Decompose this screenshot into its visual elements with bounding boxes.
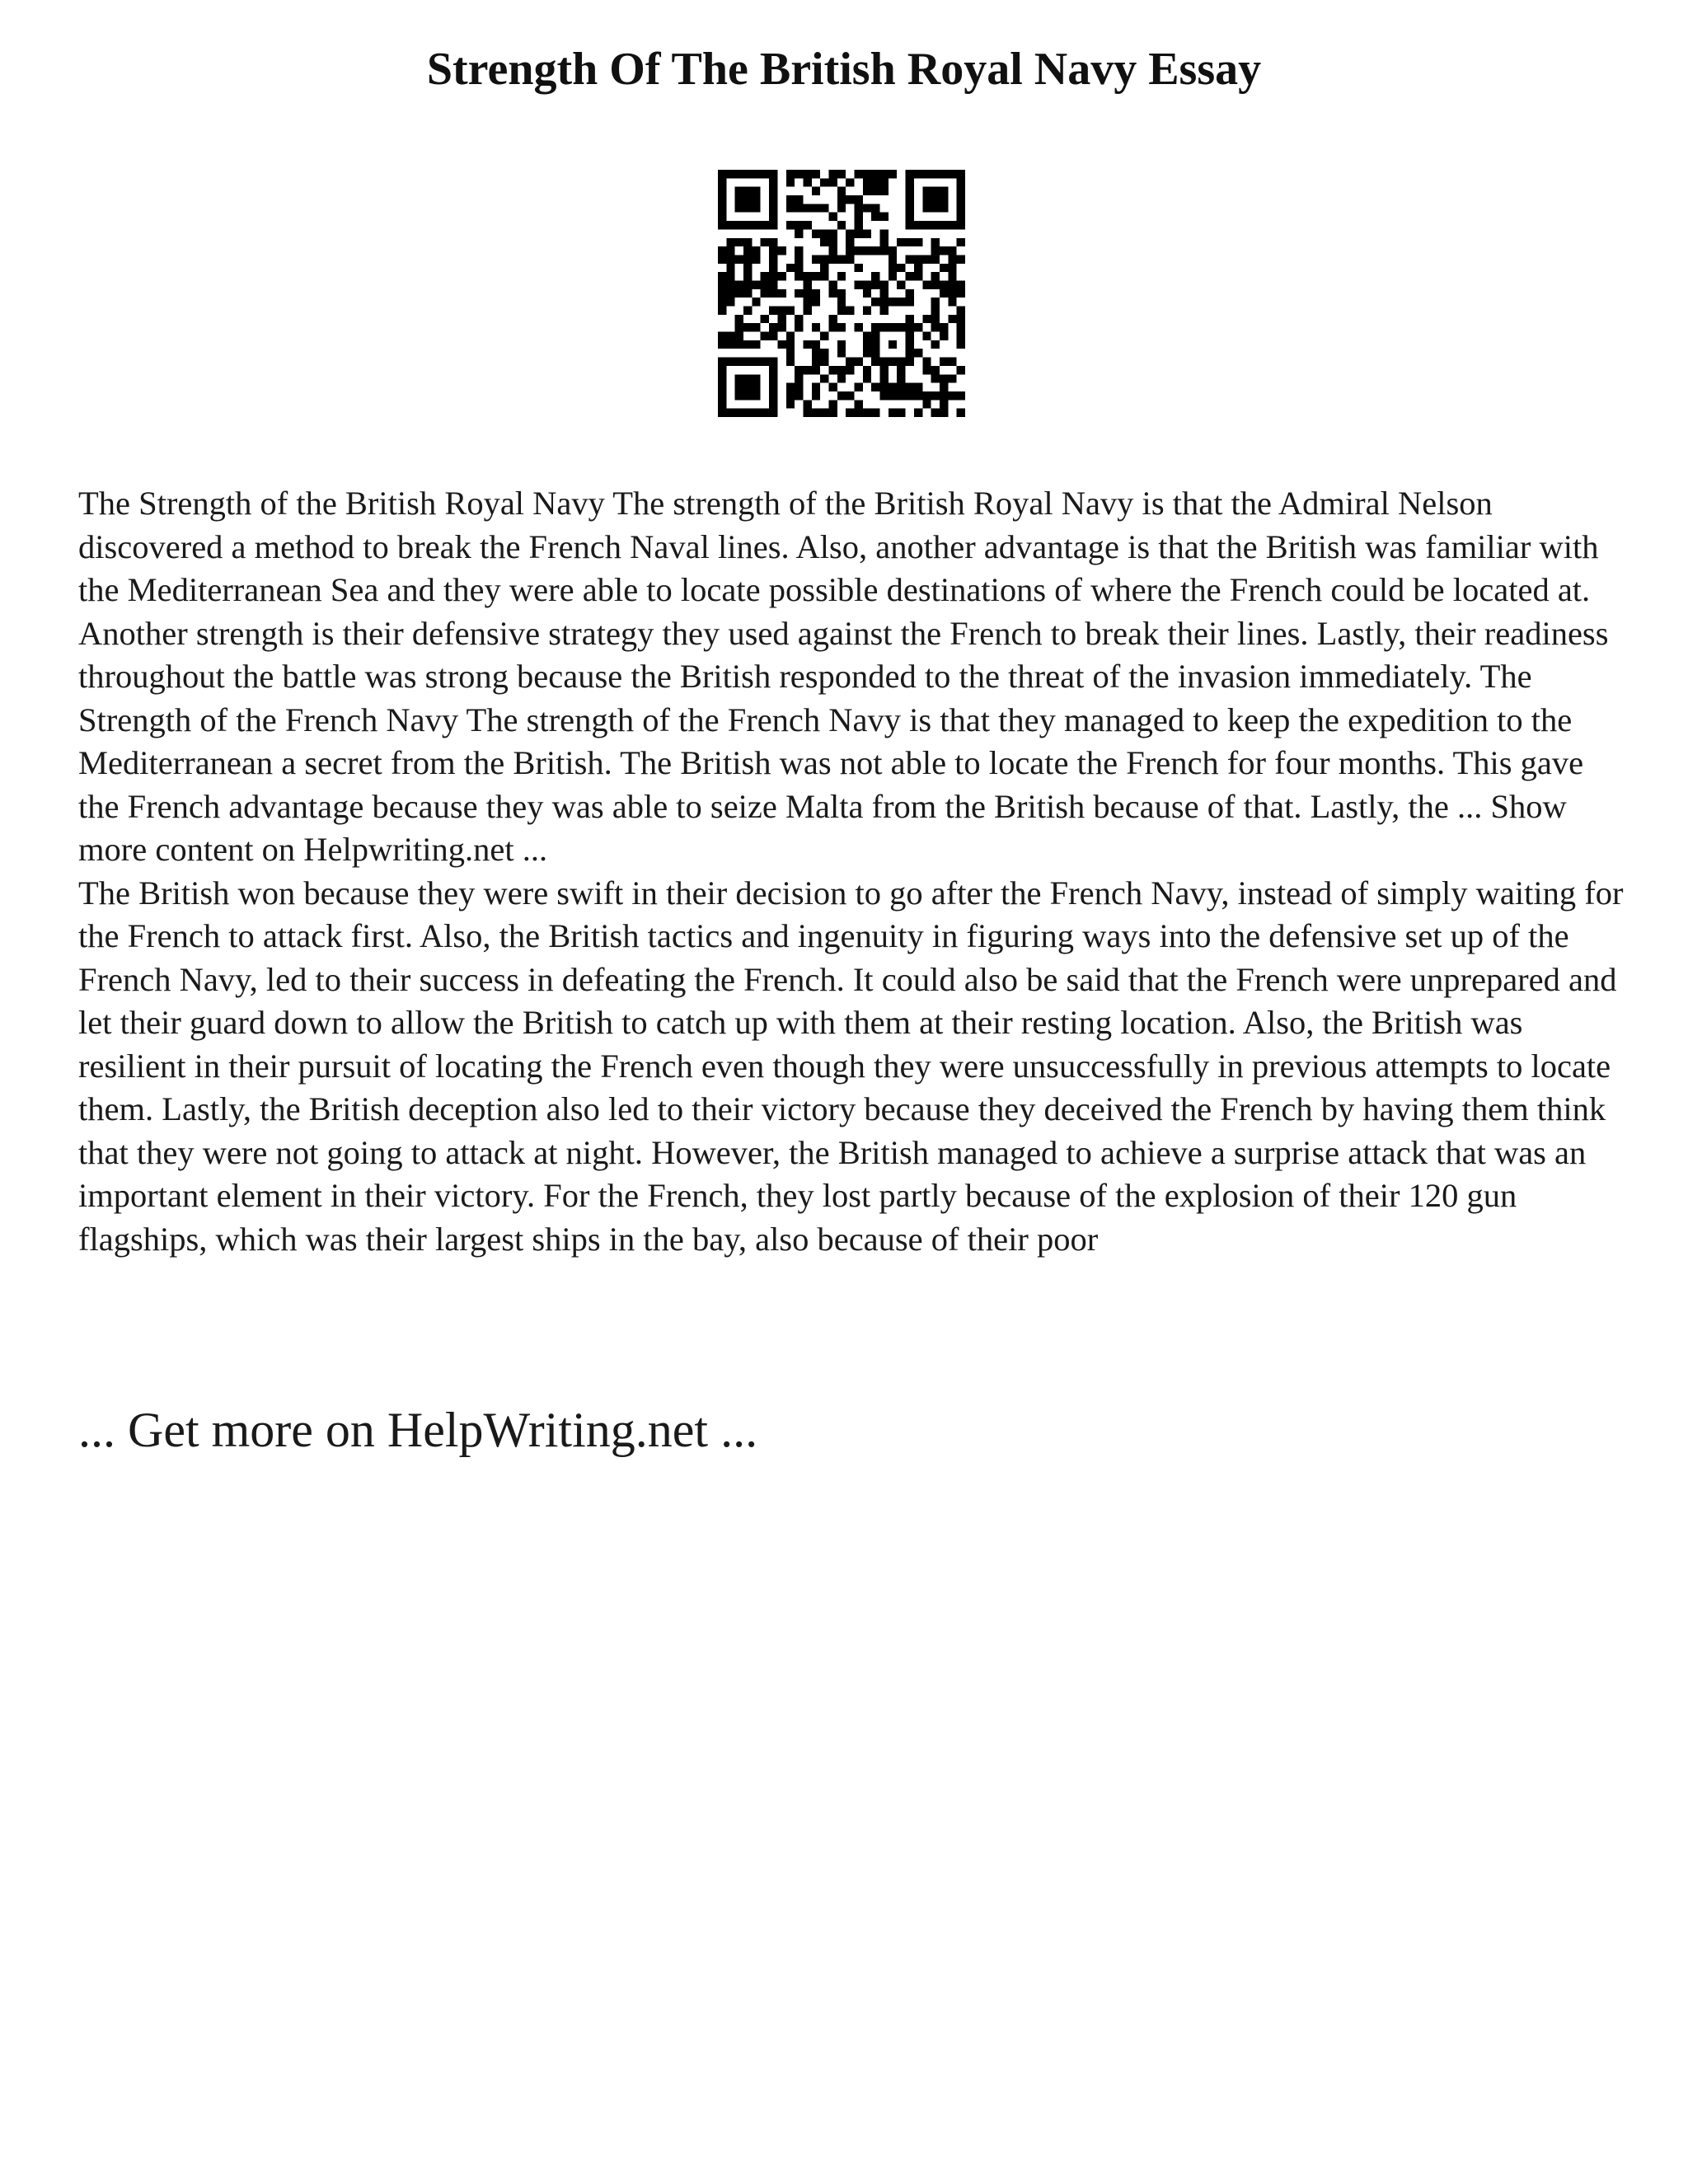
essay-body (78, 482, 1628, 1261)
get-more-link[interactable]: ... Get more on HelpWriting.net ... (78, 1403, 758, 1457)
page-title: Strength Of The British Royal Navy Essay (426, 44, 1262, 95)
essay-paragraph-1: The Strength of the British Royal Navy The strength of the British Royal Navy is that the Admiral Nelson discovered a method to break the French Naval lines. Also, another advantage is that the British was familiar with the Mediterranean Sea and they were able to locate possible destinations of where the French could be located at. Another strength is their defensive strategy they used against the French to break their lines. Lastly, their readiness throughout the battle was strong because the British responded to the threat of the invasion immediately. The Strength of the French Navy The strength of the French Navy is that they managed to keep the expedition to the Mediterranean a secret from the British. The British was not able to locate the French for four months. This gave the French advantage because they was able to seize Malta from the British because of that. Lastly, the ... Show more content on Helpwriting.net ... (78, 485, 1609, 868)
qr-code-icon (718, 170, 965, 417)
essay-paragraph-2: The British won because they were swift in their decision to go after the French Navy, instead of simply waiting for the French to attack first. Also, the British tactics and ingenuity in figuring ways into the defensive set up of the French Navy, led to their success in defeating the French. It could also be said that the French were unprepared and let their guard down to allow the British to catch up with them at their resting location. Also, the British was resilient in their pursuit of locating the French even though they were unsuccessfully in previous attempts to locate them. Lastly, the British deception also led to their victory because they deceived the French by having them think that they were not going to attack at night. However, the British managed to achieve a surprise attack that was an important element in their victory. For the French, they lost partly because of the explosion of their 120 gun flagships, which was their largest ships in the bay, also because of their poor (78, 874, 1624, 1258)
